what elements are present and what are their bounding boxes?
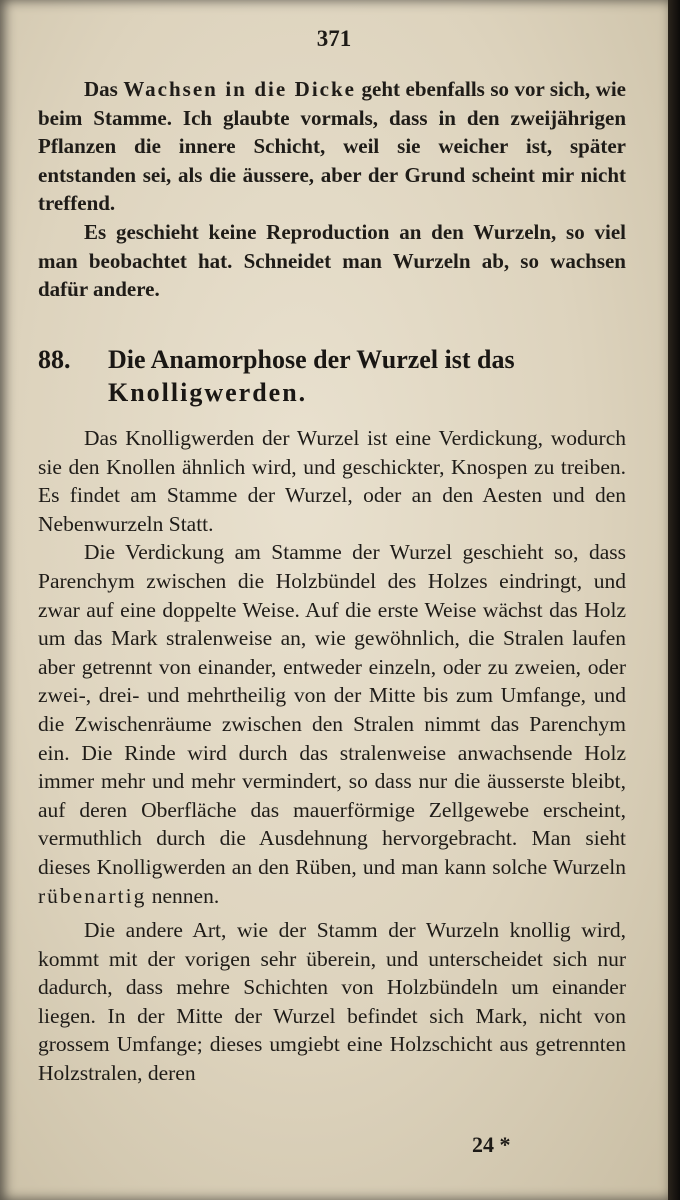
paragraph-text: geht ebenfalls so vor sich, wie beim Stamme. Ich glaubte vormals, dass in den zweijährigen Pflanzen die innere Schicht, weil sie weicher ist, später entstanden sei, als die äussere, aber der Grund scheint mir nicht treffend. (38, 77, 626, 216)
paragraph (38, 218, 626, 304)
paragraph-text: Die Verdickung am Stamme der Wurzel geschieht so, dass Parenchym zwischen die Holzbündel des Holzes eindringt, und zwar auf eine doppelte Weise. Auf die erste Weise wächst das Holz um das Mark stralenweise an, wie gewöhnlich, die Stralen laufen aber getrennt von einander, entweder einzeln, oder zu zweien, oder zwei-, drei- und mehrtheilig von der Mitte bis zum Umfange, und die Zwischenräume zwischen den Stralen nimmt das Parenchym ein. Die Rinde wird durch das stralenweise anwachsende Holz immer mehr und mehr vermindert, so dass nur die äusserste bleibt, auf deren Oberfläche das mauerförmige Zellgewebe erscheint, vermuthlich durch die Ausdehnung hervorgebracht. Man sieht dieses Knolligwerden an den Rüben, und man kann solche Wurzeln (38, 540, 626, 879)
paragraph-text: Die andere Art, wie der Stamm der Wurzeln knollig wird, kommt mit der vorigen sehr überein, und unterscheidet sich nur dadurch, dass mehre Schichten von Holzbündeln um einander liegen. In der Mitte der Wurzel befindet sich Mark, nicht von grossem Umfange; dieses umgiebt eine Holzschicht aus getrennten Holzstralen, deren (38, 918, 626, 1086)
paragraph (38, 916, 626, 1088)
section-heading (38, 343, 638, 409)
paragraph (38, 538, 626, 910)
book-edge-shadow (668, 0, 680, 1200)
paragraph (38, 424, 626, 538)
page-number: 371 (316, 26, 352, 51)
paragraph (38, 75, 626, 218)
emphasized-text: Wachsen in die Dicke (123, 77, 357, 101)
paragraph-text: Es geschieht keine Reproduction an den Wurzeln, so viel man beobachtet hat. Schneidet man Wurzeln ab, so wachsen dafür andere. (38, 219, 626, 302)
section-number: 88. (38, 345, 71, 374)
paragraph-text: Das (84, 77, 124, 101)
signature-mark: 24 * (472, 1132, 511, 1157)
section-title: Die Anamorphose der Wurzel ist das (108, 345, 515, 374)
emphasized-text: rübenartig (38, 883, 147, 908)
paragraph-text: Das Knolligwerden der Wurzel ist eine Verdickung, wodurch sie den Knollen ähnlich wird, und geschickter, Knospen zu treiben. Es findet am Stamme der Wurzel, oder an den Aesten und den Nebenwurzeln Statt. (38, 426, 626, 536)
section-title-continued: Knolligwerden. (108, 378, 308, 407)
top-text-block (38, 75, 626, 304)
paragraph-text: nennen. (146, 883, 220, 908)
body-text-block (38, 424, 626, 1088)
